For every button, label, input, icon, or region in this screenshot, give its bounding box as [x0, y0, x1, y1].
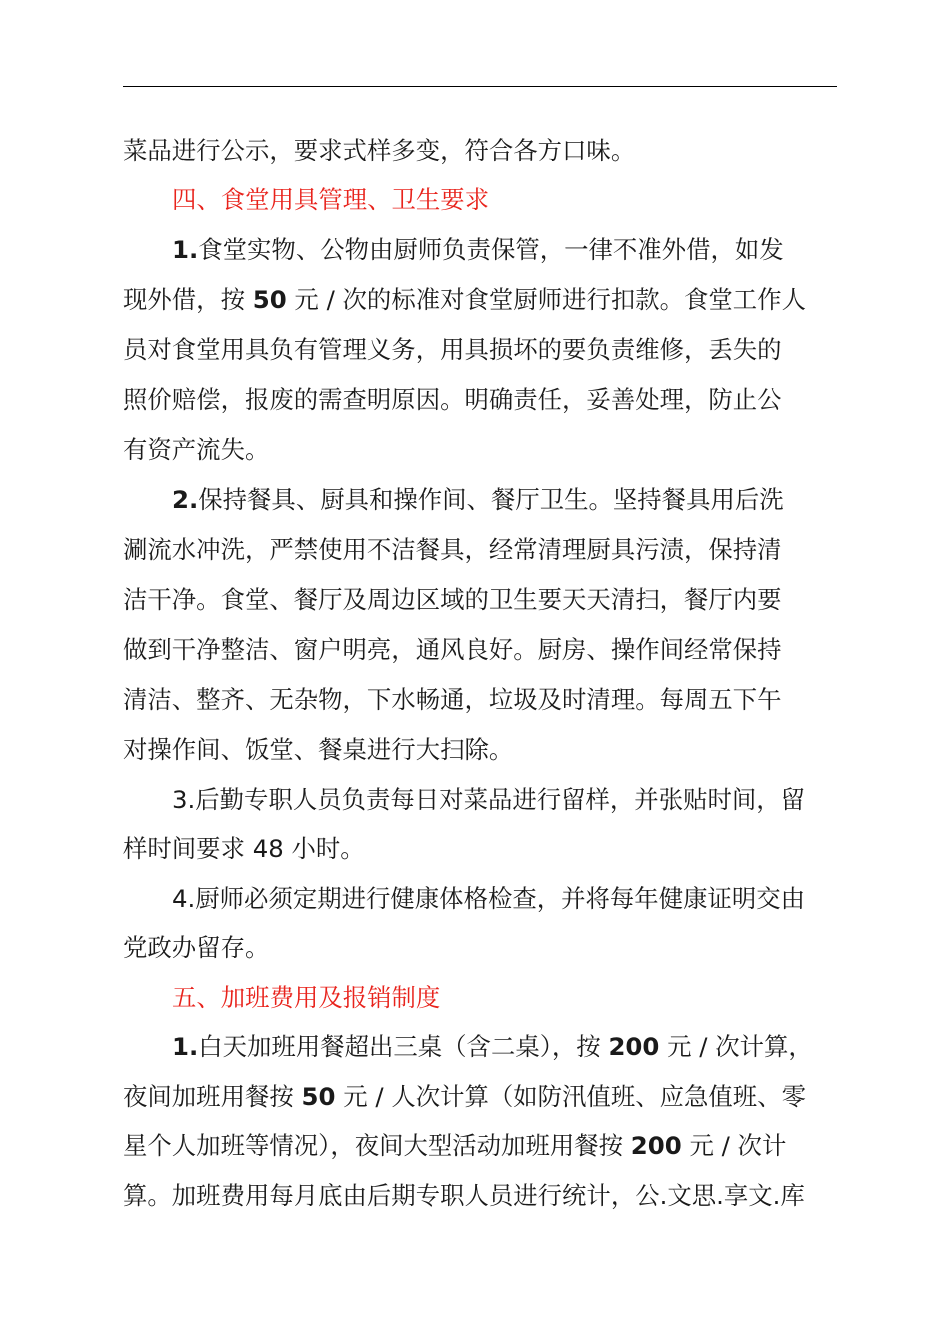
text-line — [123, 1176, 805, 1216]
text-run: 保持餐具、厨具和操作间、餐厅卫生。坚持餐具用后洗 — [198, 485, 784, 514]
bold-number: 1. — [172, 1032, 199, 1061]
text-run: 样时间要求 48 小时。 — [123, 834, 365, 863]
text-line — [123, 680, 782, 720]
text-line — [172, 879, 805, 919]
text-run: 夜间加班用餐按 — [123, 1082, 302, 1111]
text-line — [123, 928, 269, 968]
text-run: 党政办留存。 — [123, 933, 270, 962]
text-run: 涮流水冲洗，严禁使用不洁餐具，经常清理厨具污渍，保持清 — [123, 535, 782, 564]
text-line — [123, 131, 635, 171]
text-run: 四、食堂用具管理、卫生要求 — [172, 185, 490, 214]
text-line — [123, 430, 269, 470]
text-line — [123, 630, 782, 670]
text-line — [123, 1126, 786, 1166]
text-run: 食堂实物、公物由厨师负责保管，一律不准外借，如发 — [198, 235, 784, 264]
text-run: 元 / 次的标准对食堂厨师进行扣款。食堂工作人 — [286, 285, 806, 314]
text-line — [123, 330, 782, 370]
text-run: 做到干净整洁、窗户明亮，通风良好。厨房、操作间经常保持 — [123, 635, 782, 664]
text-line — [123, 380, 782, 420]
text-run: 对操作间、饭堂、餐桌进行大扫除。 — [123, 735, 514, 764]
text-run: 有资产流失。 — [123, 435, 270, 464]
text-line — [123, 1077, 806, 1117]
text-line — [172, 780, 805, 820]
text-run: 星个人加班等情况），夜间大型活动加班用餐按 — [123, 1131, 631, 1160]
text-line — [123, 730, 513, 770]
text-run: 元 / 次计算， — [659, 1032, 813, 1061]
text-line — [123, 829, 365, 869]
text-run: 照价赔偿，报废的需查明原因。明确责任，妥善处理，防止公 — [123, 385, 782, 414]
text-run: 洁干净。食堂、餐厅及周边区域的卫生要天天清扫，餐厅内要 — [123, 585, 782, 614]
text-run: 4.厨师必须定期进行健康体格检查，并将每年健康证明交由 — [172, 884, 806, 913]
bold-number: 200 — [630, 1131, 682, 1160]
text-line — [172, 230, 784, 270]
text-run: 清洁、整齐、无杂物，下水畅通，垃圾及时清理。每周五下午 — [123, 685, 782, 714]
text-run: 3.后勤专职人员负责每日对菜品进行留样，并张贴时间，留 — [172, 785, 806, 814]
text-run: 菜品进行公示，要求式样多变，符合各方口味。 — [123, 136, 636, 165]
bold-number: 2. — [172, 485, 199, 514]
header-rule — [123, 86, 837, 87]
section-heading — [172, 978, 440, 1018]
text-run: 白天加班用餐超出三桌（含二桌），按 — [198, 1032, 609, 1061]
bold-number: 200 — [608, 1032, 660, 1061]
text-line — [123, 280, 806, 320]
section-heading — [172, 180, 489, 220]
text-run: 元 / 人次计算（如防汛值班、应急值班、零 — [335, 1082, 806, 1111]
bold-number: 1. — [172, 235, 199, 264]
text-run: 员对食堂用具负有管理义务，用具损坏的要负责维修，丢失的 — [123, 335, 782, 364]
text-line — [172, 1027, 813, 1067]
text-line — [123, 580, 782, 620]
text-line — [123, 530, 782, 570]
bold-number: 50 — [252, 285, 287, 314]
text-run: 五、加班费用及报销制度 — [172, 983, 441, 1012]
text-run: 现外借，按 — [123, 285, 253, 314]
text-line — [172, 480, 784, 520]
text-run: 算。加班费用每月底由后期专职人员进行统计，公.文思.享文.库 — [123, 1181, 805, 1210]
bold-number: 50 — [301, 1082, 336, 1111]
text-run: 元 / 次计 — [681, 1131, 787, 1160]
